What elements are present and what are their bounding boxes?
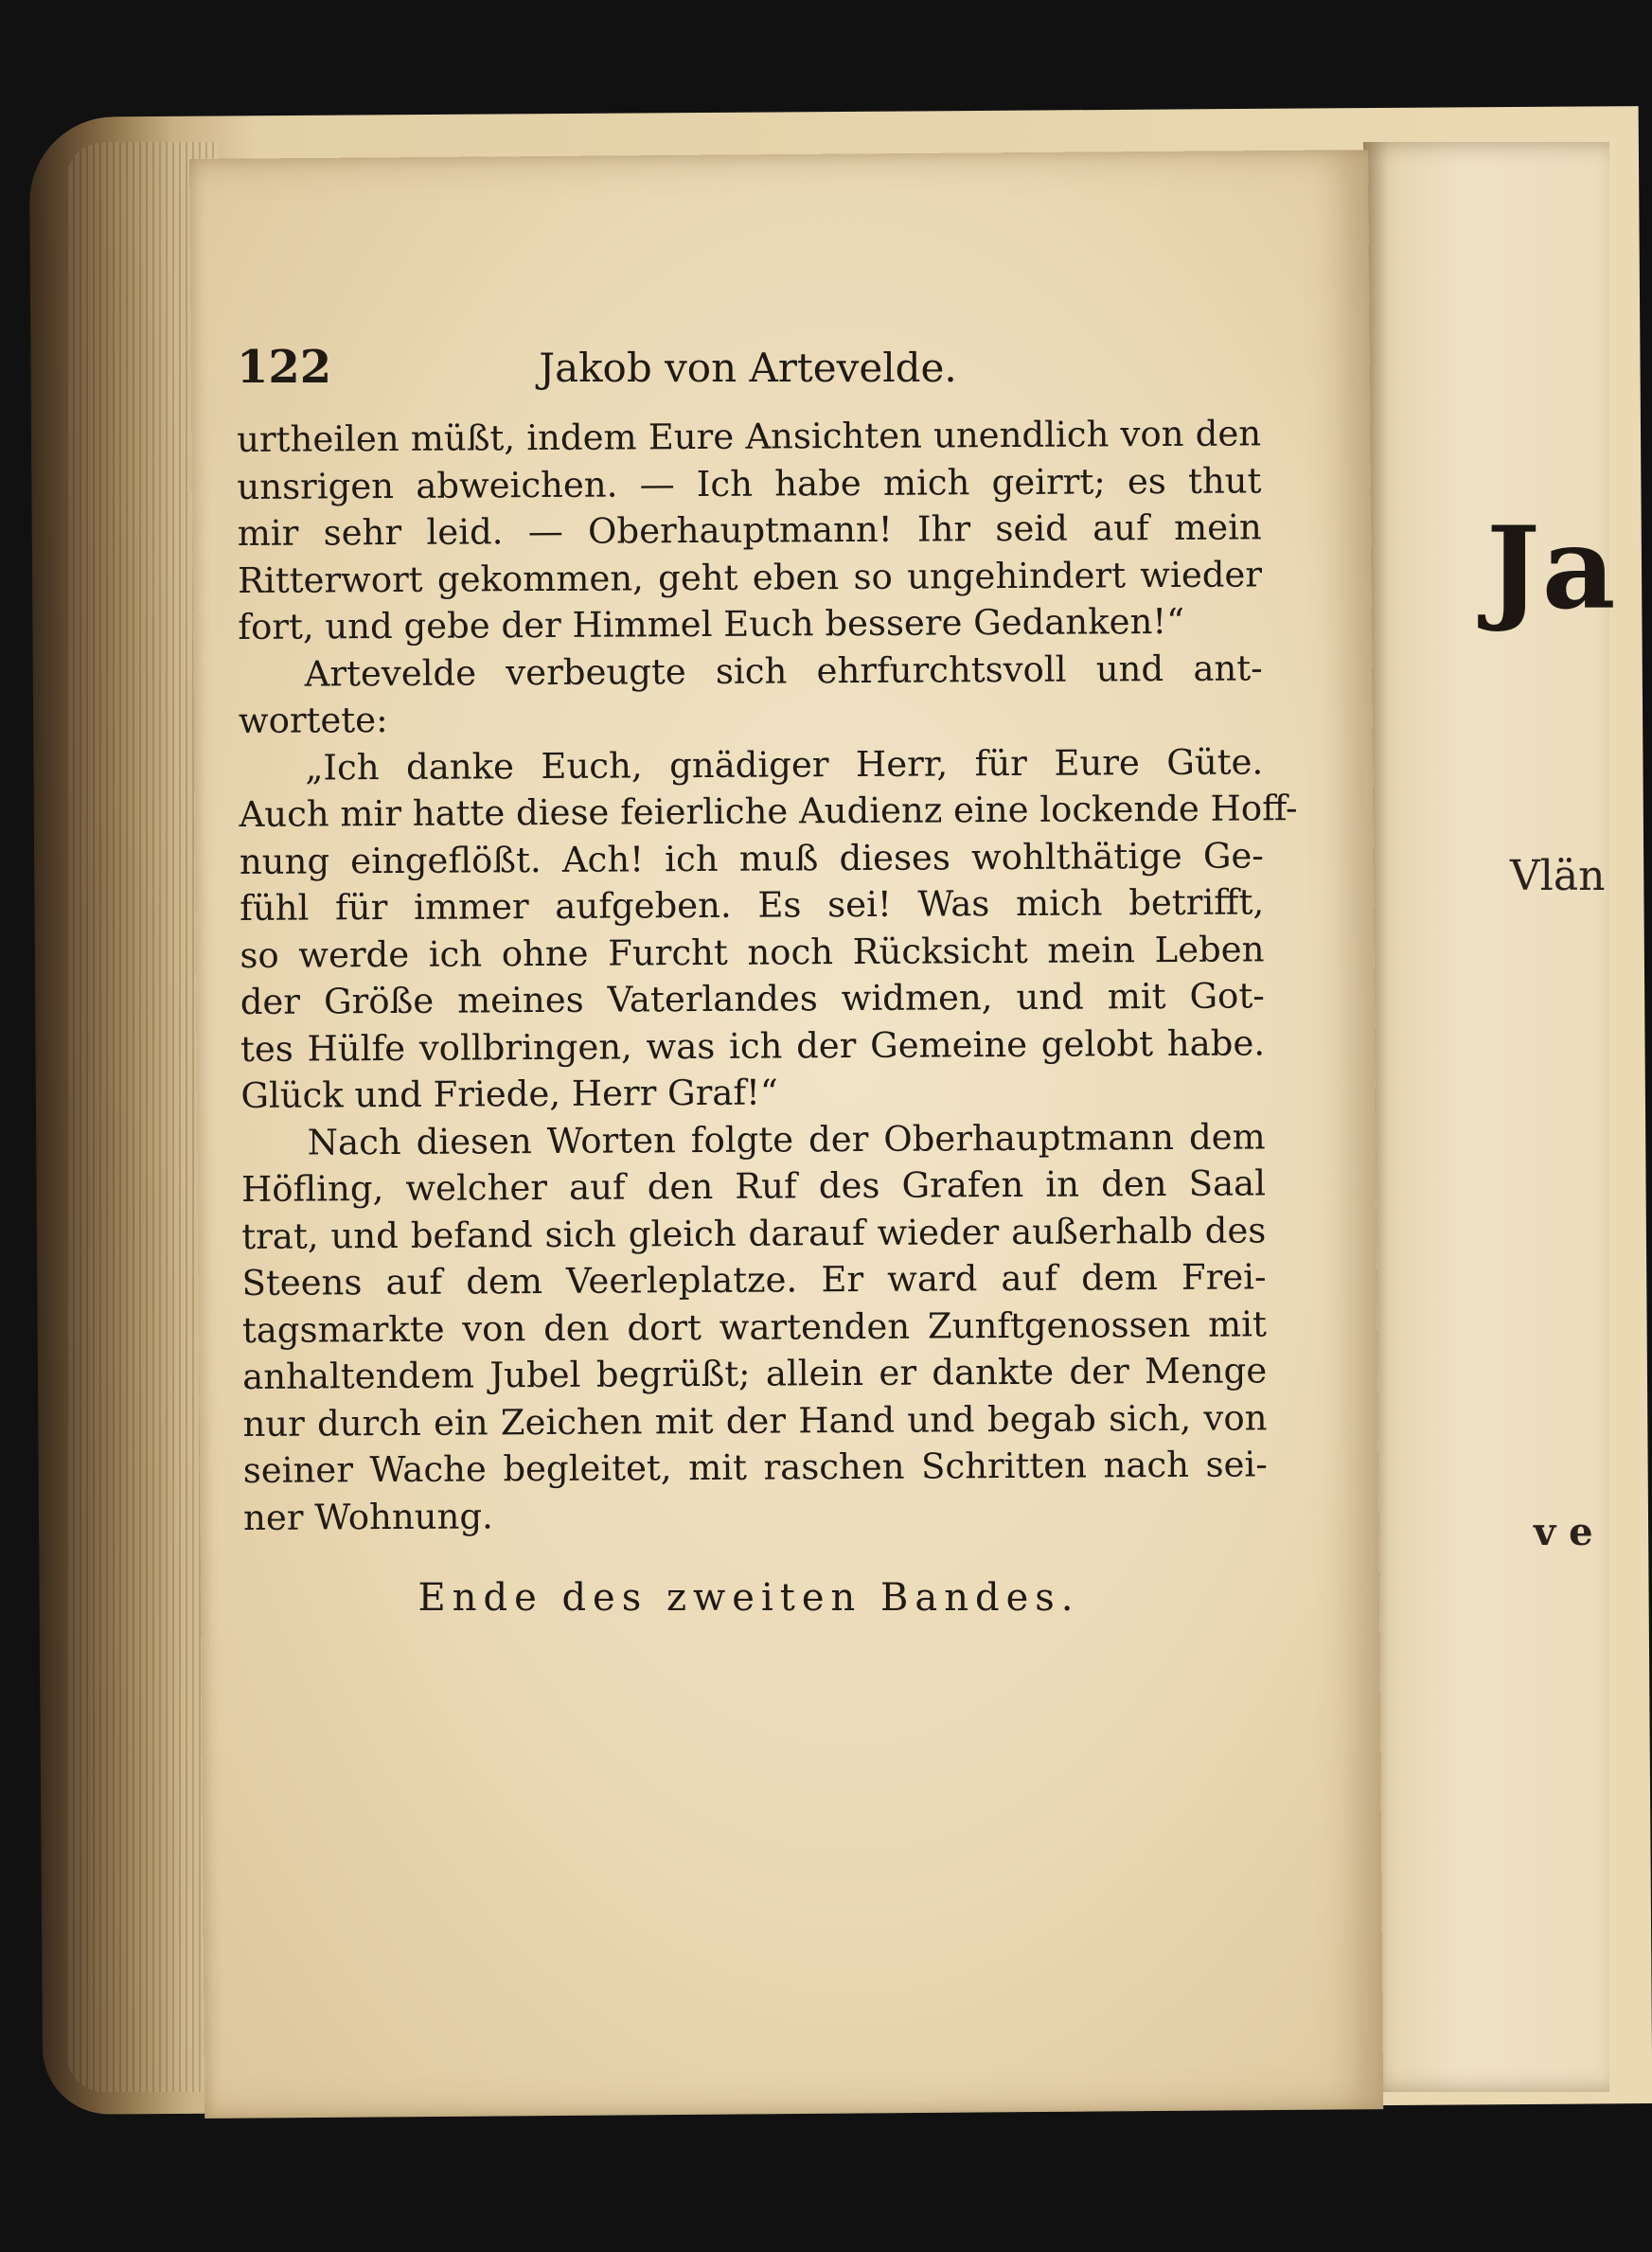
text-line: Steens auf dem Veerleplatze. Er ward auf dem Frei- [241,1256,1267,1303]
text-line: Nach diesen Worten folgte der Oberhauptmann dem [307,1115,1266,1163]
text-line: wortete: [238,700,388,741]
right-page-small-fragment: v e [1534,1510,1593,1554]
text-line: Ritterwort gekommen, geht eben so ungehindert wieder [237,553,1263,601]
right-page-title-fragment: Ja [1486,502,1618,635]
text-line: fühl für immer aufgeben. Es sei! Was mich betrifft, [240,881,1265,929]
text-line: nur durch ein Zeichen mit der Hand und begab sich, von [242,1396,1268,1445]
text-line: der Größe meines Vaterlandes widmen, und mit Got- [240,975,1265,1022]
right-page-subtitle-fragment: Vlän [1510,852,1606,900]
text-line: ner Wohnung. [242,1495,493,1538]
running-head: Jakob von Artevelde. [539,345,957,391]
text-line: so werde ich ohne Furcht noch Rücksicht mein Leben [240,928,1265,976]
body-text [237,410,1298,1541]
text-line: Höfling, welcher auf den Ruf des Grafen in den Saal [240,1162,1267,1210]
text-line: trat, und befand sich gleich darauf wieder außerhalb des [241,1209,1267,1257]
text-line: urtheilen müßt, indem Eure Ansichten unendlich von den [237,413,1262,460]
text-line: tagsmarkte von den dort wartenden Zunftgenossen mit [241,1303,1268,1351]
text-line: Auch mir hatte diese feierliche Audienz eine lockende Hoff- [239,788,1298,835]
text-line: unsrigen abweichen. — Ich habe mich geirrt; es thut [237,459,1262,507]
page-number: 122 [237,341,332,394]
text-line: seiner Wache begleitet, mit raschen Schritten nach sei- [242,1444,1268,1491]
text-line: Glück und Friede, Herr Graf!“ [240,1072,779,1116]
text-line: Artevelde verbeugte sich ehrfurchtsvoll und ant- [304,647,1263,695]
text-line: „Ich danke Euch, gnädiger Herr, für Eure Güte. [305,740,1264,789]
text-line: tes Hülfe vollbringen, was ich der Gemeine gelobt habe. [240,1021,1266,1070]
page-header [237,341,1259,407]
text-line: anhaltendem Jubel begrüßt; allein er dankte der Menge [242,1350,1268,1397]
right-page [1363,142,1618,2092]
text-line: fort, und gebe der Himmel Euch bessere Gedanken!“ [238,600,1185,647]
text-line: nung eingeflößt. Ach! ich muß dieses wohlthätige Ge- [239,834,1264,882]
text-line: mir sehr leid. — Oberhauptmann! Ihr seid auf mein [237,506,1262,554]
end-of-volume-note: Ende des zweiten Bandes. [417,1576,1080,1620]
